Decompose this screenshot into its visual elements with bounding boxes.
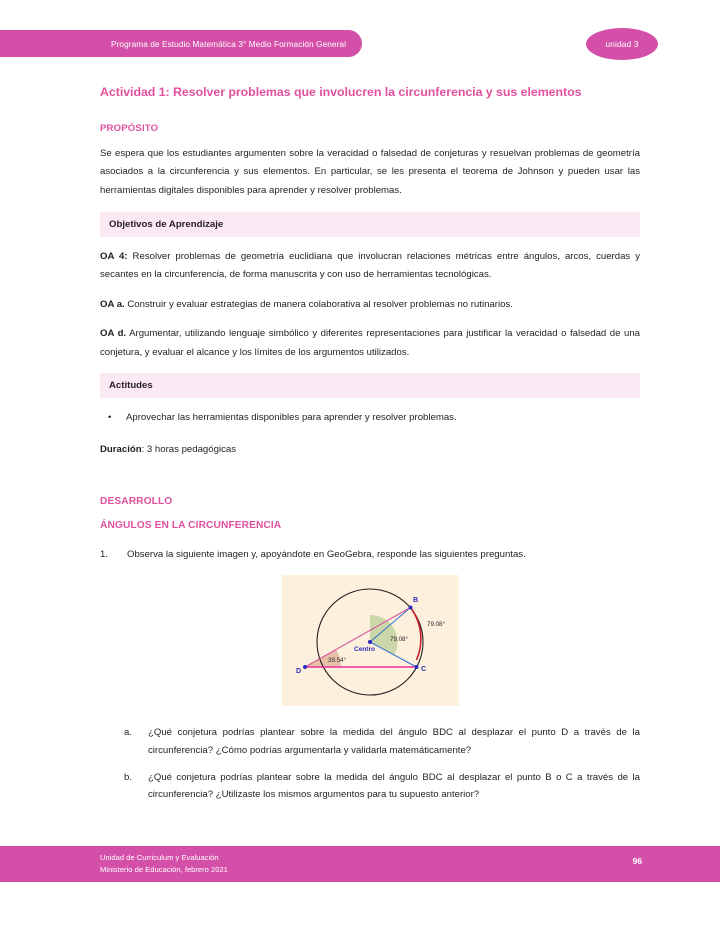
page-number: 96	[632, 856, 642, 866]
list-item	[124, 769, 640, 804]
oa-code: OA d.	[100, 328, 127, 340]
unit-badge-label: unidad 3	[605, 39, 639, 49]
oa-text: Construir y evaluar estrategias de manera colaborativa al resolver problemas no rutinarios.	[124, 298, 513, 310]
oa-paragraph	[100, 325, 640, 362]
oa-code: OA a.	[100, 298, 125, 310]
point-d	[303, 665, 307, 669]
circle-geometry-diagram	[282, 575, 459, 706]
bullet-icon: •	[108, 411, 112, 423]
oa-item	[100, 325, 640, 362]
point-b	[408, 606, 412, 610]
footer-line-2: Ministerio de Educación, febrero 2021	[100, 864, 228, 874]
footer-credits	[100, 852, 228, 876]
subsection-title: ÁNGULOS EN LA CIRCUNFERENCIA	[100, 519, 282, 531]
point-b-label: B	[412, 597, 418, 605]
list-item	[100, 409, 640, 427]
point-d-label: D	[295, 668, 301, 676]
duracion-line	[100, 441, 640, 459]
header-band-label: Programa de Estudio Matemática 3° Medio Formación General	[110, 38, 346, 49]
question-index: a.	[124, 727, 133, 739]
header-band	[0, 30, 362, 57]
proposito-label: PROPÓSITO	[100, 122, 159, 134]
list-item	[124, 724, 640, 759]
numbered-item	[100, 546, 640, 563]
duracion-value: : 3 horas pedagógicas	[141, 444, 236, 456]
objetivos-heading: Objetivos de Aprendizaje	[100, 212, 640, 237]
questions-list	[100, 724, 640, 804]
duracion-label: Duración	[100, 444, 142, 456]
unit-badge	[586, 28, 658, 60]
question-index: b.	[124, 771, 133, 783]
proposito-text: Se espera que los estudiantes argumenten sobre la veracidad o falsedad de conjeturas y resuelvan problemas de geometría asociados a la circunferencia y sus elementos. En particular, se les presenta el teorema de Johnson y pueden usar las herramientas digitales disponibles para aprender y resolver problemas.	[100, 147, 640, 196]
geogebra-figure	[282, 575, 459, 706]
page-header	[0, 0, 720, 78]
point-c	[414, 665, 418, 669]
oa-paragraph	[100, 248, 640, 285]
actitud-text: Aprovechar las herramientas disponibles para aprender y resolver problemas.	[126, 411, 457, 423]
numbered-text: Observa la siguiente imagen y, apoyándote en GeoGebra, responde las siguientes preguntas.	[127, 548, 526, 560]
question-text: ¿Qué conjetura podrías plantear sobre la medida del ángulo BDC al desplazar el punto D a través de la circunferencia? ¿Cómo podrías argumentarla y validarla matemáticamente?	[148, 727, 640, 756]
desarrollo-label: DESARROLLO	[100, 495, 173, 507]
oa-text: Resolver problemas de geometría euclidiana que involucran relaciones métricas entre ángulos, arcos, cuerdas y secantes en la circunferencia, de forma manuscrita y con uso de herramientas tecnológicas.	[100, 250, 640, 281]
oa-item	[100, 248, 640, 285]
central-angle-label: 79.08°	[389, 636, 408, 644]
point-c-label: C	[420, 666, 426, 674]
point-centro	[368, 640, 372, 644]
page-content	[100, 84, 640, 813]
arc-measure-label: 79.08°	[426, 621, 445, 629]
inscribed-angle-label: 39.54°	[327, 657, 346, 665]
spacer	[100, 460, 640, 496]
actitudes-heading: Actitudes	[100, 373, 640, 398]
footer-line-1: Unidad de Curriculum y Evaluación	[100, 853, 219, 862]
page-footer	[0, 846, 720, 882]
point-centro-label: Centro	[353, 646, 375, 654]
oa-item	[100, 296, 640, 314]
oa-code: OA 4:	[100, 250, 128, 262]
numbered-index: 1.	[100, 548, 109, 560]
oa-text: Argumentar, utilizando lenguaje simbólico y diferentes representaciones para justificar la veracidad o falsedad de una conjetura, y evaluar el alcance y los límites de los argumentos utilizados.	[100, 328, 640, 358]
page-title: Actividad 1: Resolver problemas que involucren la circunferencia y sus elementos	[100, 85, 582, 99]
figure-container	[100, 575, 640, 706]
question-text: ¿Qué conjetura podrías plantear sobre la medida del ángulo BDC al desplazar el punto B o C a través de la circunferencia? ¿Utilizaste los mismos argumentos para tu supuesto anterior?	[148, 771, 640, 801]
oa-paragraph	[100, 296, 640, 314]
